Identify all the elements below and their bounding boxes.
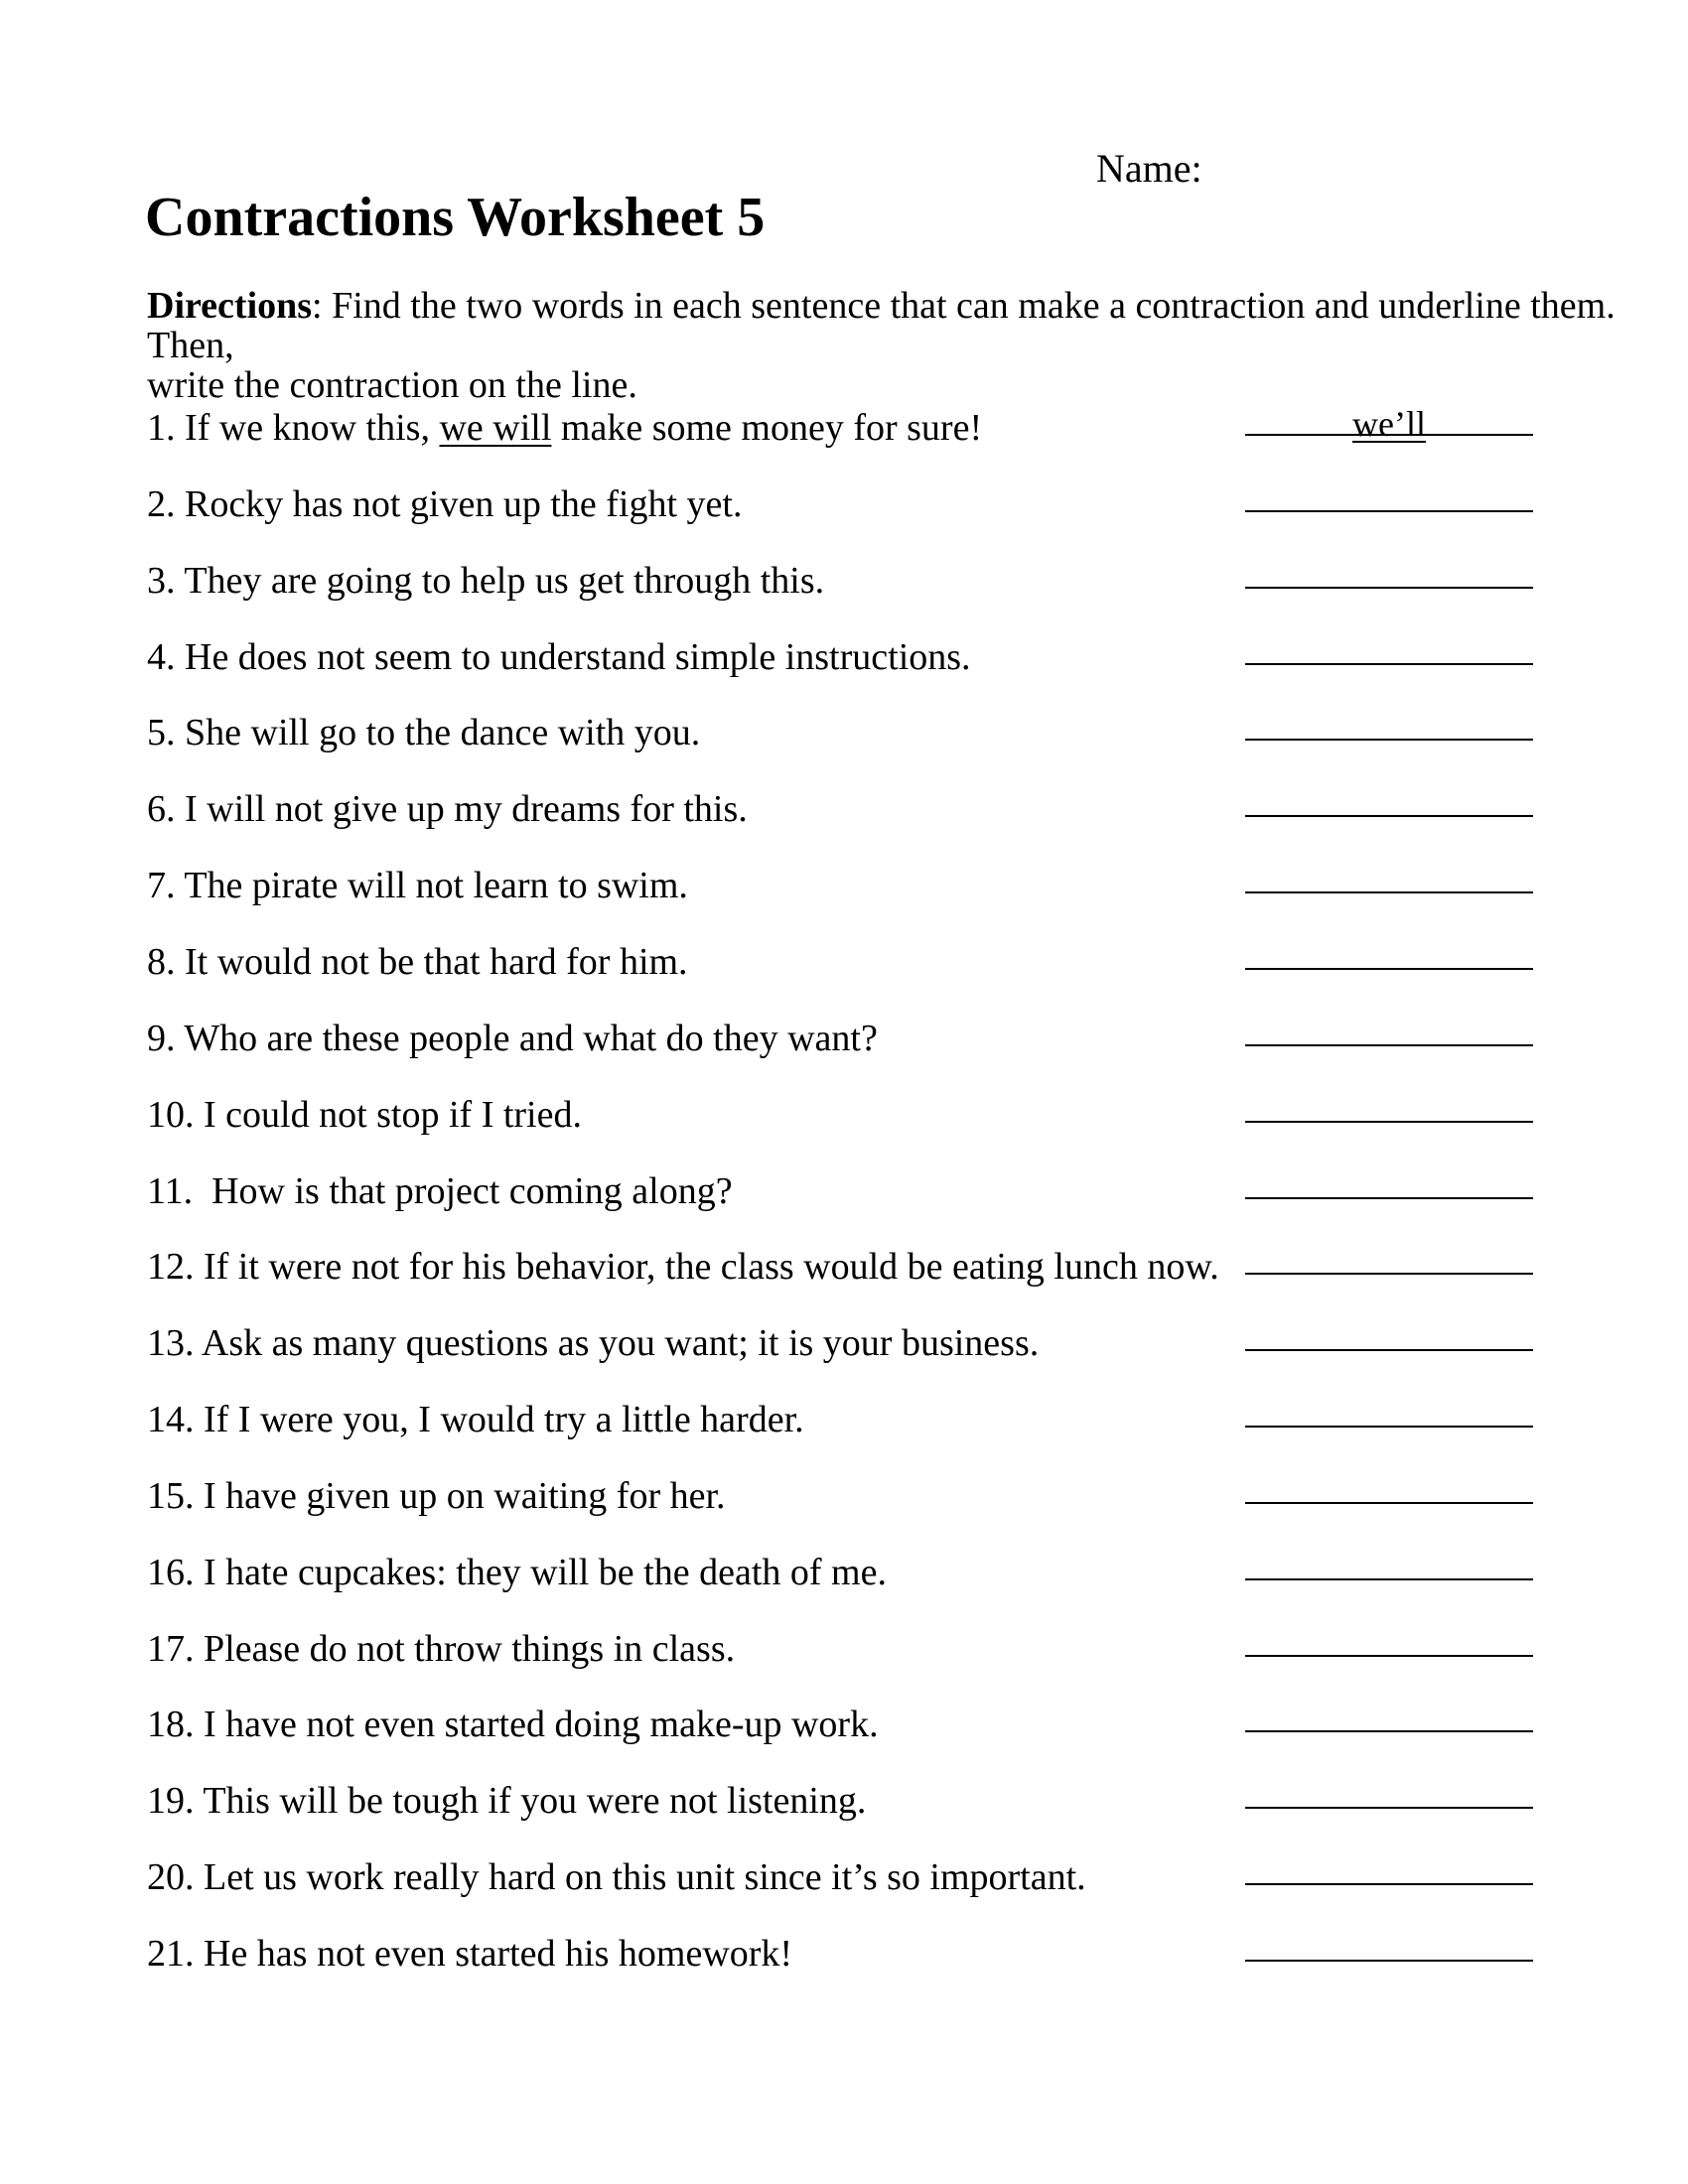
directions-line1: : Find the two words in each sentence that can make a contraction and underline them. Then,: [147, 285, 1634, 366]
item-row: [147, 1930, 1541, 1978]
item-sentence: 12. If it were not for his behavior, the class would be eating lunch now.: [147, 1246, 1219, 1289]
answer-blank[interactable]: [1245, 862, 1533, 893]
item-sentence: 2. Rocky has not given up the fight yet.: [147, 482, 743, 525]
page-title: Contractions Worksheet 5: [145, 187, 766, 248]
item-row: [147, 1701, 1541, 1748]
item-row: [147, 1167, 1541, 1215]
answer-blank[interactable]: [1245, 1853, 1533, 1885]
answer-blank[interactable]: [1245, 1930, 1533, 1962]
item-sentence: 6. I will not give up my dreams for this.: [147, 788, 748, 831]
item-row: [147, 1549, 1541, 1596]
item-sentence: 1. If we know this, we will make some money for sure!: [147, 407, 983, 449]
directions-line2: write the contraction on the line.: [147, 364, 637, 406]
answer-blank[interactable]: [1245, 1167, 1533, 1199]
answer-blank[interactable]: [1245, 1549, 1533, 1580]
item-sentence: 4. He does not seem to understand simple instructions.: [147, 635, 971, 678]
item-sentence: 21. He has not even started his homework!: [147, 1933, 793, 1975]
item-sentence: 18. I have not even started doing make-up work.: [147, 1704, 879, 1746]
answer-blank[interactable]: [1245, 1319, 1533, 1351]
item-row: [147, 557, 1541, 605]
item-row: [147, 938, 1541, 986]
answer-blank[interactable]: [1245, 480, 1533, 512]
item-row: [147, 480, 1541, 528]
answer-blank[interactable]: [1245, 785, 1533, 817]
item-row: [147, 1853, 1541, 1901]
answer-blank[interactable]: [1245, 1243, 1533, 1275]
item-sentence: 3. They are going to help us get through this.: [147, 559, 825, 602]
item-sentence: 19. This will be tough if you were not listening.: [147, 1780, 867, 1823]
item-sentence: 7. The pirate will not learn to swim.: [147, 865, 688, 907]
item-sentence: 15. I have given up on waiting for her.: [147, 1474, 726, 1517]
item-row: [147, 633, 1541, 681]
directions-label: Directions: [147, 285, 313, 327]
item-row: [147, 1777, 1541, 1825]
item-row: [147, 1015, 1541, 1062]
answer-blank[interactable]: [1245, 1472, 1533, 1504]
underlined-words: we will: [439, 407, 552, 449]
item-row: [147, 1243, 1541, 1291]
answer-blank[interactable]: [1245, 1777, 1533, 1809]
item-row: [147, 862, 1541, 909]
item-sentence: 8. It would not be that hard for him.: [147, 940, 688, 983]
answer-blank[interactable]: [1245, 557, 1533, 589]
item-row: [147, 1319, 1541, 1367]
answer-blank[interactable]: [1245, 1091, 1533, 1123]
name-label: Name:: [1096, 146, 1202, 191]
item-row: [147, 1472, 1541, 1520]
item-row: [147, 1396, 1541, 1443]
item-sentence: 16. I hate cupcakes: they will be the death of me.: [147, 1551, 887, 1593]
item-sentence: 20. Let us work really hard on this unit since it’s so important.: [147, 1856, 1086, 1899]
answer-blank[interactable]: [1245, 938, 1533, 970]
item-row: [147, 1091, 1541, 1139]
item-sentence: 10. I could not stop if I tried.: [147, 1093, 582, 1136]
item-row: [147, 1625, 1541, 1673]
item-sentence: 13. Ask as many questions as you want; it is your business.: [147, 1322, 1040, 1365]
answer-blank[interactable]: [1245, 1396, 1533, 1428]
item-row: [147, 709, 1541, 756]
item-sentence: 14. If I were you, I would try a little harder.: [147, 1399, 804, 1441]
answer-blank[interactable]: [1245, 1015, 1533, 1046]
answer-blank[interactable]: [1245, 1701, 1533, 1732]
item-sentence: 11. How is that project coming along?: [147, 1169, 733, 1212]
item-sentence: 17. Please do not throw things in class.: [147, 1627, 736, 1670]
answer-blank[interactable]: [1245, 633, 1533, 665]
item-row: [147, 404, 1541, 452]
answer-blank[interactable]: [1245, 404, 1533, 444]
item-row: [147, 785, 1541, 833]
answer-blank[interactable]: [1245, 1625, 1533, 1657]
item-sentence: 9. Who are these people and what do they want?: [147, 1017, 878, 1059]
item-sentence: 5. She will go to the dance with you.: [147, 712, 701, 754]
answer-text: we’ll: [1352, 404, 1426, 444]
answer-blank[interactable]: [1245, 709, 1533, 741]
